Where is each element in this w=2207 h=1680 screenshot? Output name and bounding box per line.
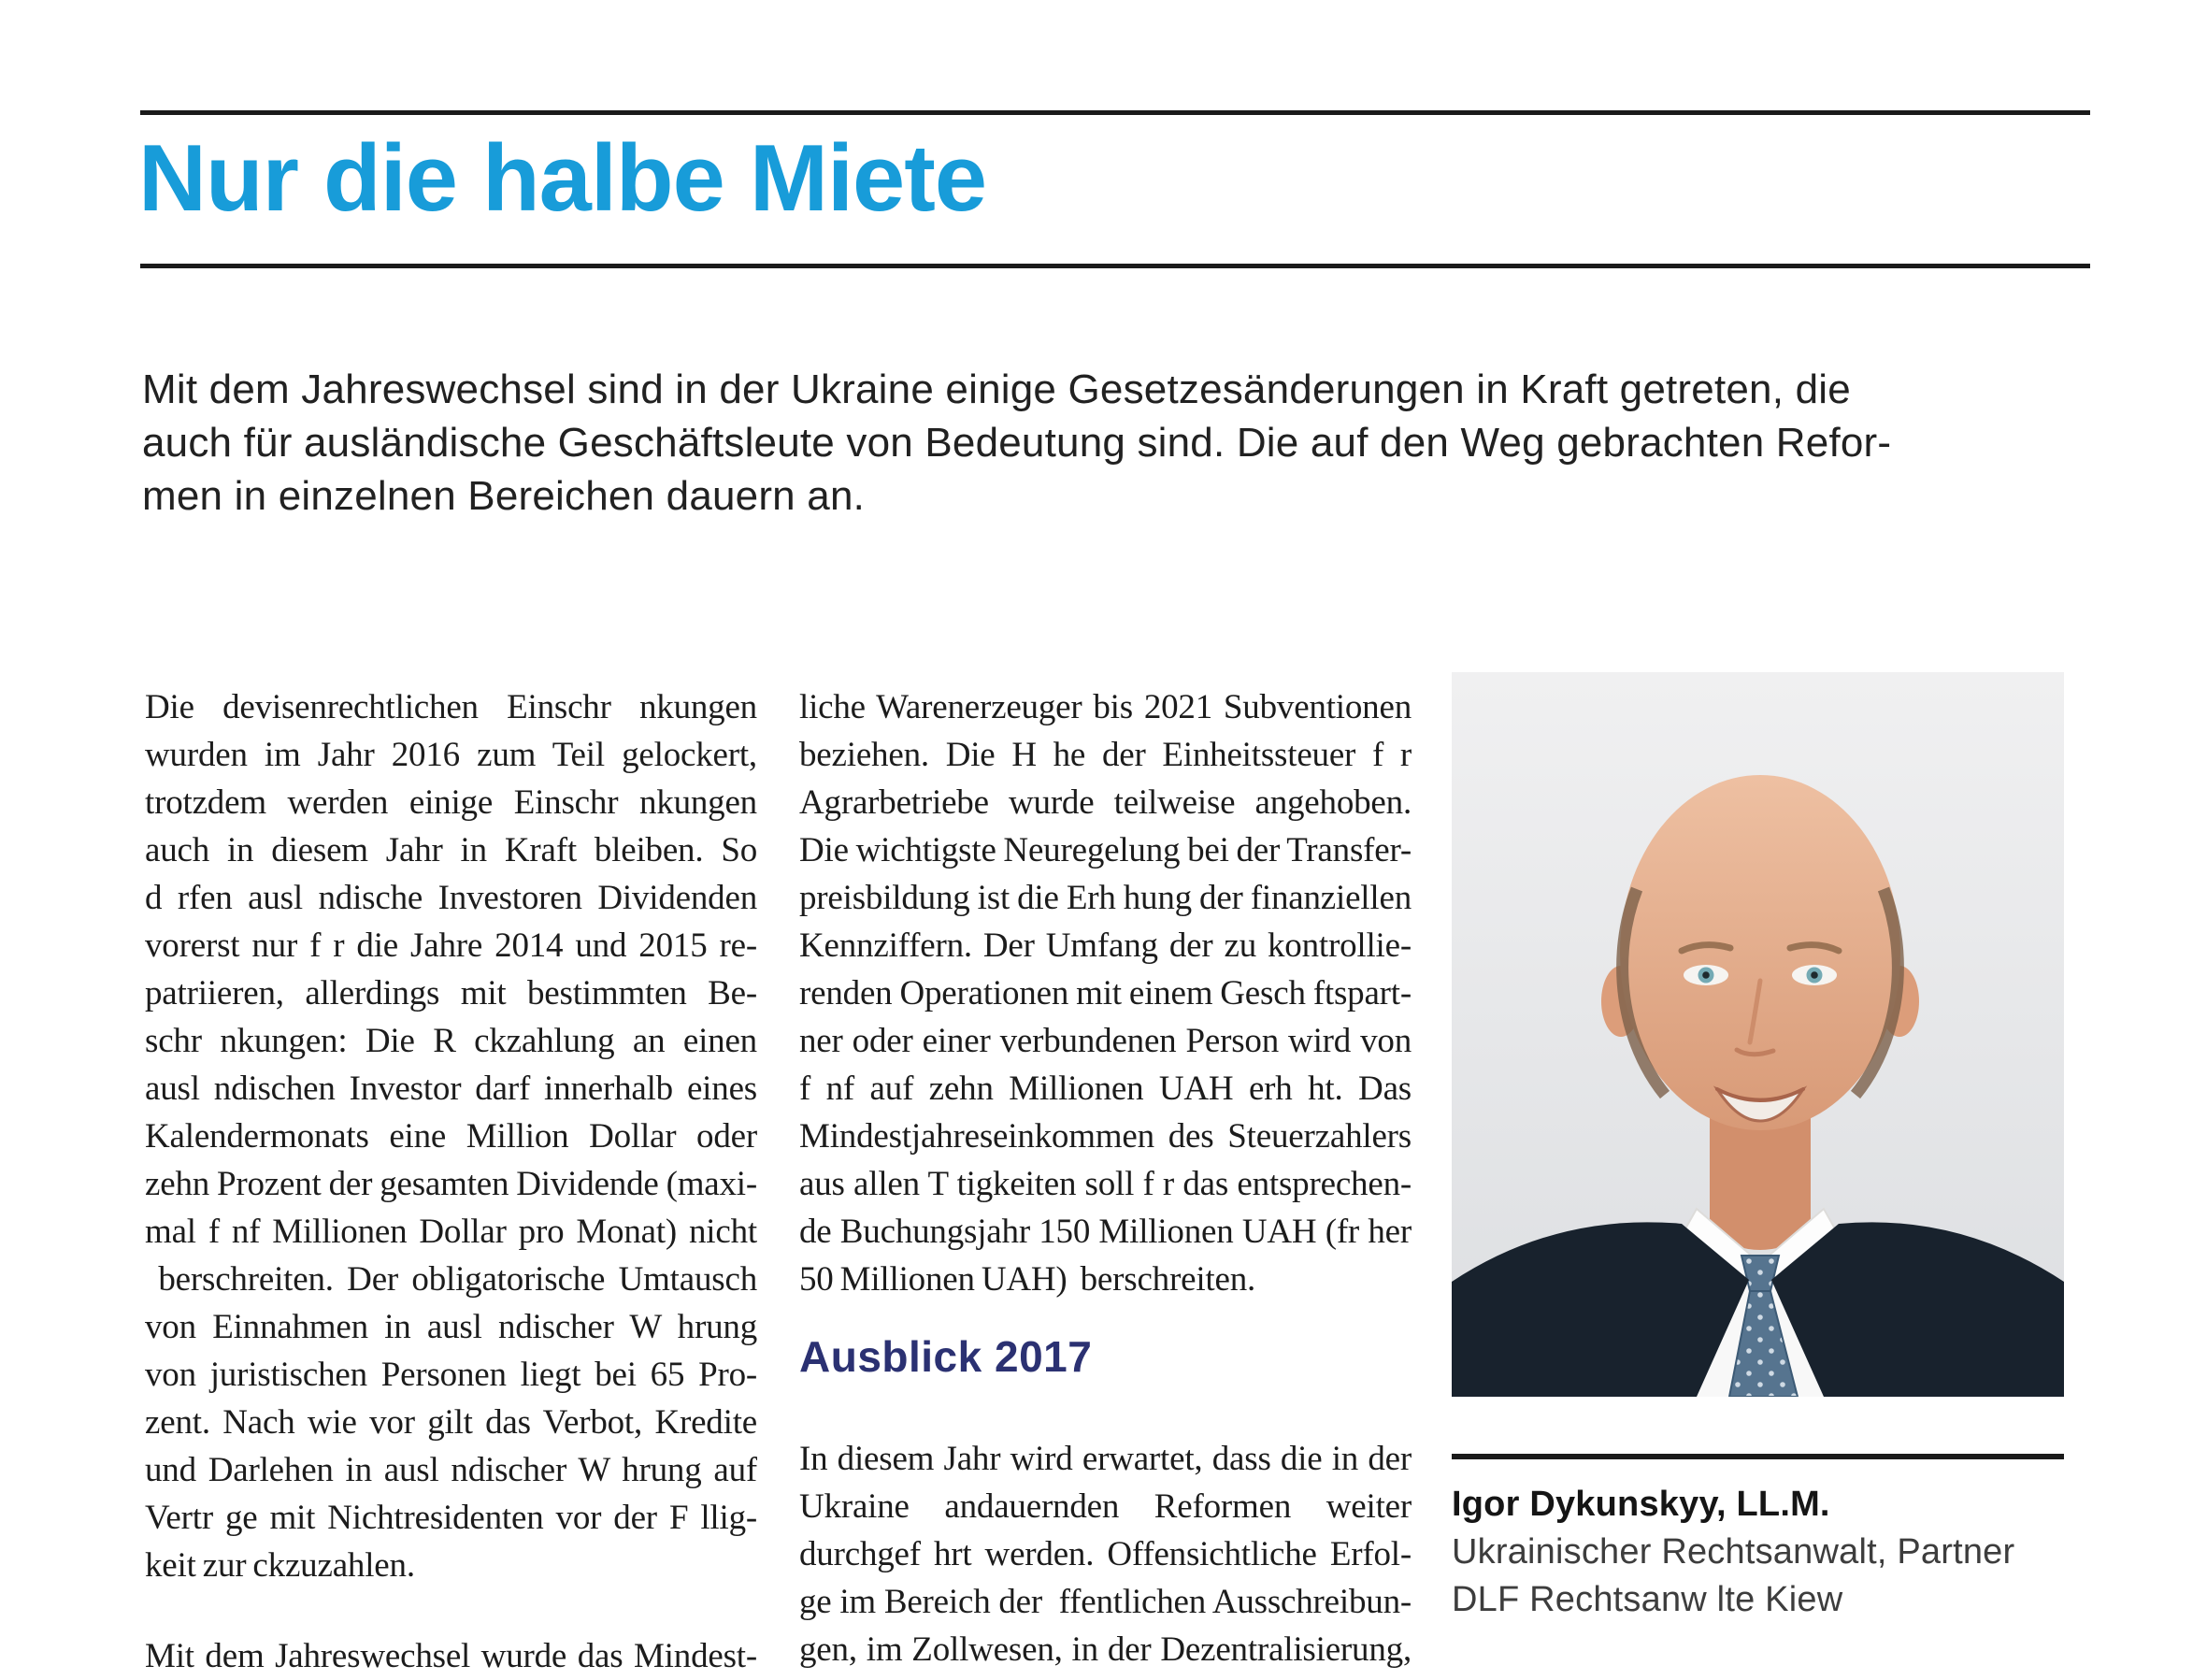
title-underline-rule — [140, 264, 2090, 268]
caption-name: Igor Dykunskyy, LL.M. — [1452, 1485, 1830, 1524]
text-line: patriieren, allerdings mit bestimmten Be- — [145, 974, 757, 1012]
text-line: Mindestjahreseinkommen des Steuerzahlers — [799, 1117, 1412, 1156]
portrait-photo — [1452, 672, 2064, 1397]
subheading-ausblick: Ausblick 2017 — [799, 1332, 1093, 1381]
text-line: men in einzelnen Bereichen dauern an. — [142, 473, 866, 519]
column2-top-lines — [799, 683, 1412, 1303]
text-line: preisbildung ist die Erh hung der finanziellen — [799, 879, 1412, 917]
text-line: durchgef hrt werden. Offensichtliche Erfol- — [799, 1535, 1412, 1573]
text-line: mal f nf Millionen Dollar pro Monat) nicht — [145, 1213, 757, 1251]
text-line: trotzdem werden einige Einschr nkungen — [145, 783, 757, 822]
text-line: gen, im Zollwesen, in der Dezentralisierung, — [799, 1630, 1412, 1669]
text-line: keit zur ckzuzahlen. — [145, 1546, 415, 1585]
article-column-2 — [799, 683, 1412, 1673]
text-line: wurden im Jahr 2016 zum Teil gelockert, — [145, 736, 757, 774]
text-line: de Buchungsjahr 150 Millionen UAH (fr her — [799, 1213, 1412, 1251]
column2-bottom-lines — [799, 1435, 1412, 1673]
text-line: Vertr ge mit Nichtresidenten vor der F llig- — [145, 1499, 757, 1537]
left-pupil — [1702, 971, 1710, 979]
text-line: liche Warenerzeuger bis 2021 Subventionen — [799, 688, 1412, 726]
photo-caption — [1452, 1481, 2106, 1624]
caption-rule — [1452, 1454, 2064, 1459]
text-line: renden Operationen mit einem Gesch ftspart- — [799, 974, 1412, 1012]
text-line: Mit dem Jahreswechsel wurde das Mindest- — [145, 1637, 757, 1675]
text-line: von juristischen Personen liegt bei 65 Pro- — [145, 1356, 757, 1394]
text-line: Mit dem Jahreswechsel sind in der Ukraine einige Gesetzesänderungen in Kraft getreten, die — [142, 366, 1851, 412]
text-line: beziehen. Die H he der Einheitssteuer f r — [799, 736, 1412, 774]
text-line: Ukraine andauernden Reformen weiter — [799, 1487, 1412, 1526]
text-line: ge im Bereich der ffentlichen Ausschreibun- — [799, 1583, 1412, 1621]
page-title: Nur die halbe Miete — [138, 126, 987, 231]
text-line: vorerst nur f r die Jahre 2014 und 2015 re- — [145, 926, 757, 965]
text-line: ausl ndischen Investor darf innerhalb eines — [145, 1070, 757, 1108]
text-line: auch für ausländische Geschäftsleute von Bedeutung sind. Die auf den Weg gebrachten Refor- — [142, 420, 1892, 466]
text-line: Die devisenrechtlichen Einschr nkungen — [145, 688, 757, 726]
text-line: berschreiten. Der obligatorische Umtausch — [145, 1260, 757, 1299]
right-pupil — [1811, 971, 1818, 979]
text-line: Kalendermonats eine Million Dollar oder — [145, 1117, 757, 1156]
text-line: aus allen T tigkeiten soll f r das entsprechen- — [799, 1165, 1412, 1203]
text-line: f nf auf zehn Millionen UAH erh ht. Das — [799, 1070, 1412, 1108]
head — [1620, 775, 1900, 1130]
text-line: zehn Prozent der gesamten Dividende (maxi- — [145, 1165, 757, 1203]
text-line: auch in diesem Jahr in Kraft bleiben. So — [145, 831, 757, 869]
portrait-illustration — [1452, 672, 2064, 1397]
text-line: ner oder einer verbundenen Person wird von — [799, 1022, 1412, 1060]
text-line: Agrarbetriebe wurde teilweise angehoben. — [799, 783, 1412, 822]
top-rule — [140, 110, 2090, 115]
lead-paragraph — [142, 363, 2100, 523]
text-line: Kennziffern. Der Umfang der zu kontrollie- — [799, 926, 1412, 965]
caption-firm: DLF Rechtsanw lte Kiew — [1452, 1580, 1843, 1619]
text-line — [145, 1589, 757, 1632]
text-line: zent. Nach wie vor gilt das Verbot, Kredite — [145, 1403, 757, 1442]
text-line: Die wichtigste Neuregelung bei der Transfer- — [799, 831, 1412, 869]
text-line: d rfen ausl ndische Investoren Dividenden — [145, 879, 757, 917]
text-line: In diesem Jahr wird erwartet, dass die in der — [799, 1440, 1412, 1478]
caption-role: Ukrainischer Rechtsanwalt, Partner — [1452, 1532, 2015, 1572]
text-line: und Darlehen in ausl ndischer W hrung auf — [145, 1451, 757, 1489]
article-column-1 — [145, 683, 757, 1680]
text-line: 50 Millionen UAH) berschreiten. — [799, 1260, 1256, 1299]
text-line: schr nkungen: Die R ckzahlung an einen — [145, 1022, 757, 1060]
text-line: von Einnahmen in ausl ndischer W hrung — [145, 1308, 757, 1346]
